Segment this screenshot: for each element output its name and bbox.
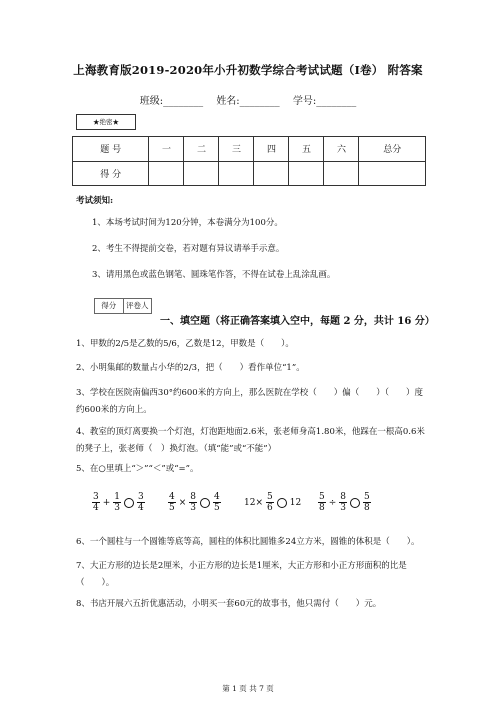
secret-badge: ★绝密★: [76, 114, 136, 130]
fraction: $\frac{5}{8}$: [319, 492, 325, 513]
fraction: $\frac{3}{4}$: [93, 492, 99, 513]
fraction: $\frac{4}{5}$: [214, 492, 220, 513]
page-footer: 第 1 页 共 7 页: [222, 684, 274, 693]
score-row: [73, 161, 426, 186]
expression-tail: 12: [289, 497, 302, 508]
fraction: $\frac{5}{6}$: [267, 492, 273, 513]
question-2: 2、小明集邮的数量占小华的2/3，把（ ）看作单位“1”。: [76, 363, 305, 373]
page-title: 上海教育版2019-2020年小升初数学综合考试试题（I卷） 附答案: [73, 63, 423, 77]
score-cell: [149, 161, 184, 186]
score-cell: [254, 161, 289, 186]
grader-score-label: 得分: [101, 301, 117, 310]
operator: ×: [178, 497, 187, 508]
score-cell: [359, 161, 426, 186]
score-row-label: 得 分: [73, 161, 149, 186]
class-field: 班级:________: [139, 96, 204, 107]
score-cell: [184, 161, 219, 186]
fraction: $\frac{5}{8}$: [364, 492, 370, 513]
header-cell: 六: [324, 137, 359, 162]
comparison-expression: [168, 492, 221, 513]
question-1: 1、甲数的2/5是乙数的5/6，乙数是12，甲数是（ ）。: [76, 339, 294, 349]
header-cell: 二: [184, 137, 219, 162]
score-table: [72, 136, 426, 186]
question-3: 3、学校在医院南偏西30°约600米的方向上，那么医院在学校（ ）偏（ ）（ ）度约600米的方向上。: [76, 388, 423, 415]
fraction: $\frac{8}{3}$: [340, 492, 347, 513]
grader-box: [94, 298, 152, 314]
fraction: $\frac{1}{3}$: [114, 492, 121, 513]
header-cell: 五: [289, 137, 324, 162]
question-7: 7、大正方形的边长是2厘米，小正方形的边长是1厘米，大正方形和小正方形面积的比是（ ）。: [76, 561, 407, 588]
answer-circle: [124, 498, 134, 508]
section-heading: 一、填空题（将正确答案填入空中，每题 2 分，共计 16 分）: [160, 316, 435, 327]
note-item: 1、本场考试时间为120分钟，本卷满分为100分。: [92, 218, 283, 228]
comparison-expression: [318, 492, 371, 513]
question-5: 5、在○里填上“＞”“＜”或“=”。: [76, 464, 199, 474]
answer-circle: [350, 498, 360, 508]
comparison-expression: [92, 492, 145, 513]
fraction: $\frac{8}{3}$: [190, 492, 197, 513]
student-info: [0, 92, 496, 107]
score-cell: [289, 161, 324, 186]
operator: +: [102, 497, 111, 508]
header-cell: 三: [219, 137, 254, 162]
header-cell: 四: [254, 137, 289, 162]
score-header-row: [73, 137, 426, 162]
score-cell: [219, 161, 254, 186]
header-cell: 题 号: [73, 137, 149, 162]
name-field: 姓名:________: [216, 96, 280, 107]
score-cell: [324, 161, 359, 186]
fraction: $\frac{4}{5}$: [169, 492, 175, 513]
question-4: 4、教室的顶灯离要换一个灯泡，灯泡距地面2.6米，张老师身高1.80米，他踩在一根高0.6米的凳子上，张老师（ ）换灯泡。（填“能”或“不能”）: [76, 427, 425, 454]
notes-heading: 考试须知:: [76, 196, 114, 206]
comparison-expression: [244, 492, 301, 513]
operator: ÷: [328, 497, 337, 508]
number-field: 学号:________: [292, 96, 357, 107]
question-8: 8、书店开展六五折优惠活动，小明买一套60元的故事书，他只需付（ ）元。: [76, 599, 382, 609]
answer-circle: [277, 498, 287, 508]
expression-lead: 12×: [244, 497, 263, 508]
answer-circle: [200, 498, 210, 508]
header-cell: 总分: [359, 137, 426, 162]
fraction: $\frac{3}{4}$: [138, 492, 144, 513]
grader-name-label: 评卷人: [123, 299, 152, 313]
header-cell: 一: [149, 137, 184, 162]
note-item: 3、请用黑色或蓝色钢笔、圆珠笔作答，不得在试卷上乱涂乱画。: [92, 270, 336, 280]
question-6: 6、一个圆柱与一个圆锥等底等高，圆柱的体积比圆锥多24立方米，圆锥的体积是（ ）。: [76, 537, 420, 547]
note-item: 2、考生不得提前交卷，若对题有异议请举手示意。: [92, 244, 285, 254]
